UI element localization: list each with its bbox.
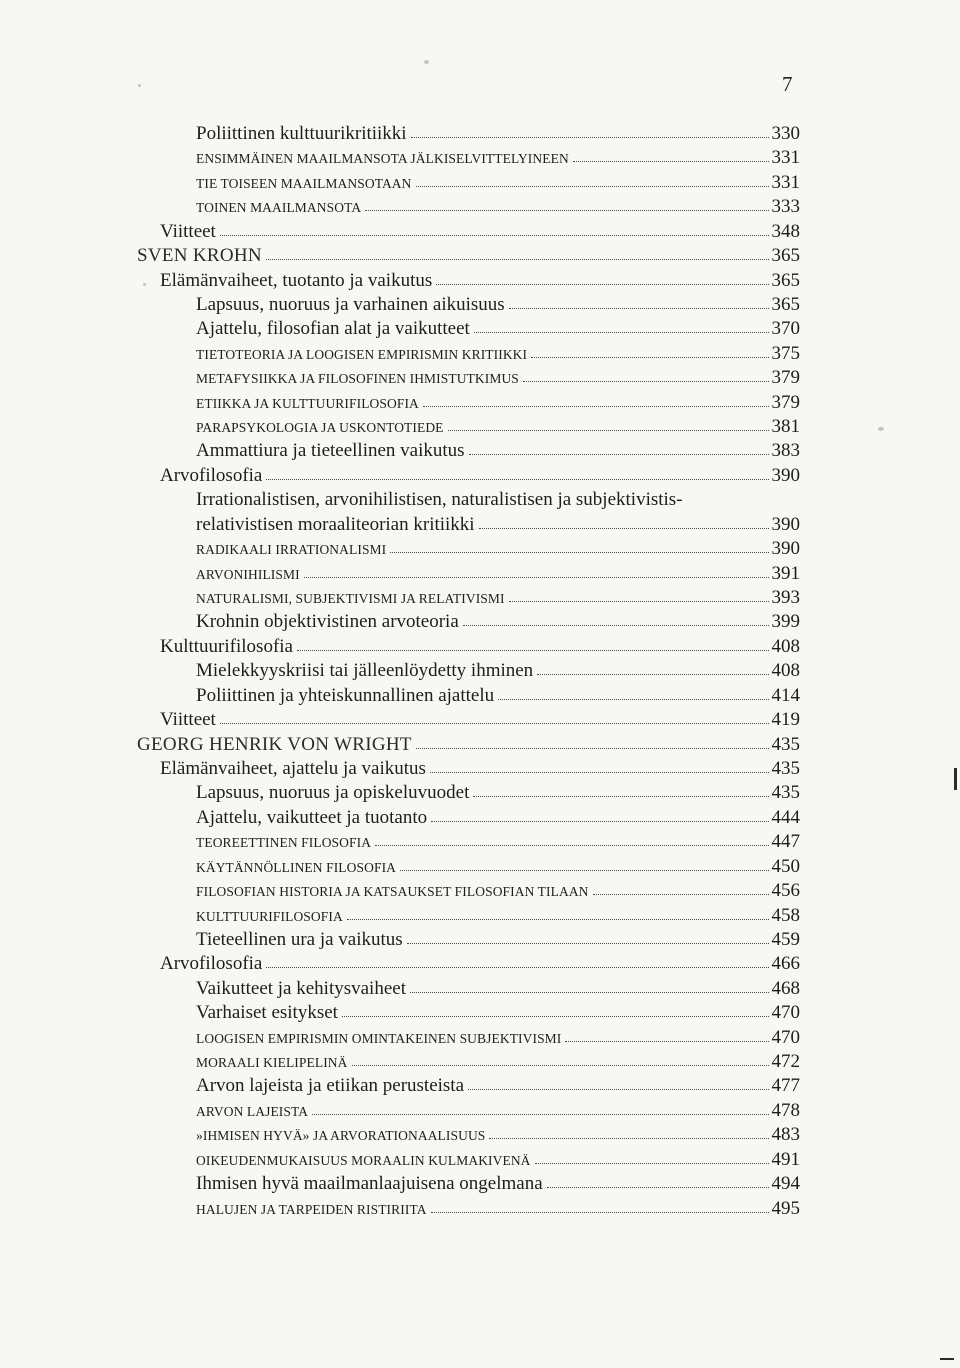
toc-entry-title: Viitteet xyxy=(160,709,216,731)
toc-entry xyxy=(137,269,800,293)
toc-entry xyxy=(137,1197,800,1221)
toc-entry-title: GEORG HENRIK VON WRIGHT xyxy=(137,733,412,755)
toc-entry xyxy=(137,244,800,268)
toc-entry xyxy=(137,195,800,219)
toc-entry-title: ARVON LAJEISTA xyxy=(196,1103,309,1119)
dot-leader xyxy=(469,454,769,455)
page-edge-mark xyxy=(954,768,957,790)
toc-entry-page: 483 xyxy=(771,1124,800,1146)
toc-entry-page: 472 xyxy=(771,1051,800,1073)
toc-entry-title: Poliittinen ja yhteiskunnallinen ajattelu xyxy=(196,684,495,706)
toc-entry xyxy=(137,684,800,708)
toc-entry xyxy=(137,1050,800,1074)
dot-leader xyxy=(489,1138,768,1139)
toc-entry-page: 408 xyxy=(771,635,800,657)
toc-entry-page: 468 xyxy=(771,977,800,999)
toc-entry xyxy=(137,952,800,976)
toc-entry-page: 375 xyxy=(771,342,800,364)
toc-entry-page: 365 xyxy=(771,245,800,267)
toc-entry-title: ENSIMMÄINEN MAAILMANSOTA JÄLKISELVITTELYINEEN xyxy=(196,151,569,167)
toc-entry xyxy=(137,806,800,830)
toc-entry-page: 478 xyxy=(771,1099,800,1121)
toc-entry xyxy=(137,977,800,1001)
toc-entry-page: 470 xyxy=(771,1026,800,1048)
scan-speck xyxy=(143,283,146,286)
toc-entry-page: 365 xyxy=(771,293,800,315)
toc-entry-title: Arvon lajeista ja etiikan perusteista xyxy=(196,1075,465,1097)
toc-entry-page: 435 xyxy=(771,757,800,779)
toc-entry xyxy=(137,904,800,928)
toc-entry-page: 390 xyxy=(771,513,800,535)
toc-entry-page: 495 xyxy=(771,1197,800,1219)
dot-leader xyxy=(266,259,769,260)
toc-entry-title: Irrationalistisen, arvonihilistisen, naturalistisen ja subjektivistis- xyxy=(196,489,683,511)
dot-leader xyxy=(416,186,769,187)
toc-entry-page: 444 xyxy=(771,806,800,828)
dot-leader xyxy=(365,210,768,211)
toc-entry-page: 477 xyxy=(771,1075,800,1097)
toc-entry-title: SVEN KROHN xyxy=(137,245,262,267)
toc-entry-page: 470 xyxy=(771,1002,800,1024)
toc-entry-page: 450 xyxy=(771,855,800,877)
toc-entry-title: OIKEUDENMUKAISUUS MORAALIN KULMAKIVENÄ xyxy=(196,1152,531,1168)
dot-leader xyxy=(411,137,769,138)
toc-entry xyxy=(137,537,800,561)
dot-leader xyxy=(400,870,768,871)
toc-entry xyxy=(137,146,800,170)
toc-entry-page: 447 xyxy=(771,831,800,853)
toc-entry-page: 459 xyxy=(771,928,800,950)
toc-entry-title: ARVONIHILISMI xyxy=(196,566,300,582)
dot-leader xyxy=(474,332,769,333)
dot-leader xyxy=(375,845,768,846)
toc-entry-title: TIETOTEORIA JA LOOGISEN EMPIRISMIN KRITIIKKI xyxy=(196,346,528,362)
dot-leader xyxy=(479,528,769,529)
toc-entry xyxy=(137,1123,800,1147)
toc-entry-page: 331 xyxy=(771,147,800,169)
toc-entry xyxy=(137,171,800,195)
toc-entry-page: 365 xyxy=(771,269,800,291)
toc-entry-title: ETIIKKA JA KULTTUURIFILOSOFIA xyxy=(196,395,419,411)
toc-entry xyxy=(137,586,800,610)
toc-entry-page: 435 xyxy=(771,733,800,755)
toc-entry xyxy=(137,391,800,415)
toc-entry-title: Kulttuurifilosofia xyxy=(160,635,293,657)
toc-entry-page: 333 xyxy=(771,196,800,218)
toc-entry xyxy=(137,317,800,341)
toc-entry-title: Viitteet xyxy=(160,220,216,242)
dot-leader xyxy=(416,748,769,749)
toc-entry xyxy=(137,122,800,146)
toc-entry xyxy=(137,830,800,854)
toc-entry xyxy=(137,439,800,463)
toc-entry xyxy=(137,1148,800,1172)
toc-entry xyxy=(137,708,800,732)
dot-leader xyxy=(390,552,768,553)
dot-leader xyxy=(523,381,769,382)
dot-leader xyxy=(407,943,769,944)
dot-leader xyxy=(498,699,768,700)
toc-entry-title: RADIKAALI IRRATIONALISMI xyxy=(196,542,387,558)
scan-speck xyxy=(424,60,429,64)
page-edge-mark xyxy=(940,1358,954,1360)
toc-entry xyxy=(137,928,800,952)
toc-entry-title: KULTTUURIFILOSOFIA xyxy=(196,908,343,924)
toc-entry-page: 331 xyxy=(771,171,800,193)
dot-leader xyxy=(342,1016,769,1017)
toc-entry-title: Vaikutteet ja kehitysvaiheet xyxy=(196,977,406,999)
toc-entry xyxy=(137,220,800,244)
toc-entry xyxy=(137,488,800,512)
toc-entry-title: Ajattelu, filosofian alat ja vaikutteet xyxy=(196,318,470,340)
toc-entry-page: 491 xyxy=(771,1148,800,1170)
toc-entry xyxy=(137,879,800,903)
dot-leader xyxy=(312,1114,768,1115)
toc-entry xyxy=(137,366,800,390)
dot-leader xyxy=(266,967,768,968)
toc-entry xyxy=(137,415,800,439)
toc-entry-title: Ammattiura ja tieteellinen vaikutus xyxy=(196,440,465,462)
toc-entry-page: 456 xyxy=(771,880,800,902)
dot-leader xyxy=(297,650,769,651)
toc-entry xyxy=(137,293,800,317)
toc-entry xyxy=(137,342,800,366)
toc-entry-title: Arvofilosofia xyxy=(160,953,263,975)
dot-leader xyxy=(266,479,768,480)
table-of-contents xyxy=(137,122,800,1221)
toc-entry xyxy=(137,1026,800,1050)
toc-entry xyxy=(137,659,800,683)
toc-entry-title: Lapsuus, nuoruus ja varhainen aikuisuus xyxy=(196,293,505,315)
toc-entry-page: 466 xyxy=(771,953,800,975)
toc-entry-page: 399 xyxy=(771,611,800,633)
dot-leader xyxy=(430,772,769,773)
dot-leader xyxy=(410,992,769,993)
toc-entry xyxy=(137,635,800,659)
dot-leader xyxy=(304,577,769,578)
toc-entry-title: Poliittinen kulttuurikritiikki xyxy=(196,123,407,144)
toc-entry xyxy=(137,733,800,757)
toc-entry-title: METAFYSIIKKA JA FILOSOFINEN IHMISTUTKIMUS xyxy=(196,371,519,387)
toc-entry-page: 370 xyxy=(771,318,800,340)
dot-leader xyxy=(509,601,769,602)
toc-entry xyxy=(137,781,800,805)
toc-entry-title: relativistisen moraaliteorian kritiikki xyxy=(196,513,475,535)
toc-entry-page: 458 xyxy=(771,904,800,926)
toc-entry-title: Arvofilosofia xyxy=(160,464,263,486)
toc-entry-title: Elämänvaiheet, ajattelu ja vaikutus xyxy=(160,757,426,779)
toc-entry-page: 390 xyxy=(771,464,800,486)
toc-entry-page: 379 xyxy=(771,391,800,413)
toc-entry-page: 330 xyxy=(771,123,800,144)
toc-entry-title: NATURALISMI, SUBJEKTIVISMI JA RELATIVISMI xyxy=(196,591,505,607)
toc-entry xyxy=(137,1172,800,1196)
dot-leader xyxy=(509,308,769,309)
toc-entry-title: LOOGISEN EMPIRISMIN OMINTAKEINEN SUBJEKTIVISMI xyxy=(196,1030,562,1046)
toc-entry-title: Tieteellinen ura ja vaikutus xyxy=(196,928,403,950)
toc-entry xyxy=(137,1074,800,1098)
toc-entry-page: 381 xyxy=(771,416,800,438)
toc-entry-title: Ajattelu, vaikutteet ja tuotanto xyxy=(196,806,428,828)
dot-leader xyxy=(347,919,769,920)
toc-entry-page: 383 xyxy=(771,440,800,462)
toc-entry-title: Lapsuus, nuoruus ja opiskeluvuodet xyxy=(196,782,470,804)
toc-entry xyxy=(137,562,800,586)
page-number: 7 xyxy=(782,72,793,96)
dot-leader xyxy=(547,1187,769,1188)
toc-entry-page: 379 xyxy=(771,367,800,389)
dot-leader xyxy=(573,161,769,162)
toc-entry-title: TOINEN MAAILMANSOTA xyxy=(196,200,362,216)
dot-leader xyxy=(220,723,769,724)
dot-leader xyxy=(431,821,768,822)
dot-leader xyxy=(448,430,769,431)
toc-entry-title: Krohnin objektivistinen arvoteoria xyxy=(196,611,459,633)
toc-entry-page: 408 xyxy=(771,660,800,682)
toc-entry-title: HALUJEN JA TARPEIDEN RISTIRIITA xyxy=(196,1201,427,1217)
toc-entry-title: »IHMISEN HYVÄ» JA ARVORATIONAALISUUS xyxy=(196,1128,486,1144)
toc-entry-title: PARAPSYKOLOGIA JA USKONTOTIEDE xyxy=(196,420,444,436)
dot-leader xyxy=(593,894,769,895)
dot-leader xyxy=(423,406,769,407)
toc-entry-page: 419 xyxy=(771,709,800,731)
toc-entry-title: Varhaiset esitykset xyxy=(196,1002,338,1024)
toc-entry-title: Mielekkyyskriisi tai jälleenlöydetty ihminen xyxy=(196,660,534,682)
scan-speck xyxy=(138,84,141,87)
dot-leader xyxy=(537,674,768,675)
dot-leader xyxy=(220,235,769,236)
dot-leader xyxy=(565,1041,768,1042)
toc-entry-page: 391 xyxy=(771,562,800,584)
toc-entry-page: 390 xyxy=(771,538,800,560)
toc-entry-title: Ihmisen hyvä maailmanlaajuisena ongelmana xyxy=(196,1173,543,1195)
dot-leader xyxy=(531,357,768,358)
toc-entry-title: TEOREETTINEN FILOSOFIA xyxy=(196,835,372,851)
toc-entry-page: 393 xyxy=(771,587,800,609)
toc-entry-page: 435 xyxy=(771,782,800,804)
toc-entry xyxy=(137,513,800,537)
toc-entry-title: FILOSOFIAN HISTORIA JA KATSAUKSET FILOSOFIAN TILAAN xyxy=(196,884,589,900)
toc-entry-title: Elämänvaiheet, tuotanto ja vaikutus xyxy=(160,269,433,291)
toc-entry-title: KÄYTÄNNÖLLINEN FILOSOFIA xyxy=(196,859,397,875)
toc-entry-page: 414 xyxy=(771,684,800,706)
dot-leader xyxy=(473,796,768,797)
dot-leader xyxy=(468,1089,768,1090)
toc-entry-page: 348 xyxy=(771,220,800,242)
toc-entry xyxy=(137,464,800,488)
dot-leader xyxy=(352,1065,769,1066)
scan-speck xyxy=(878,427,884,431)
dot-leader xyxy=(463,625,769,626)
toc-entry-title: MORAALI KIELIPELINÄ xyxy=(196,1055,348,1071)
dot-leader xyxy=(431,1212,769,1213)
dot-leader xyxy=(436,284,768,285)
toc-entry-title: TIE TOISEEN MAAILMANSOTAAN xyxy=(196,175,412,191)
toc-entry xyxy=(137,1001,800,1025)
toc-entry xyxy=(137,610,800,634)
dot-leader xyxy=(535,1163,769,1164)
toc-entry-page: 494 xyxy=(771,1173,800,1195)
toc-entry xyxy=(137,757,800,781)
toc-entry xyxy=(137,855,800,879)
toc-entry xyxy=(137,1099,800,1123)
